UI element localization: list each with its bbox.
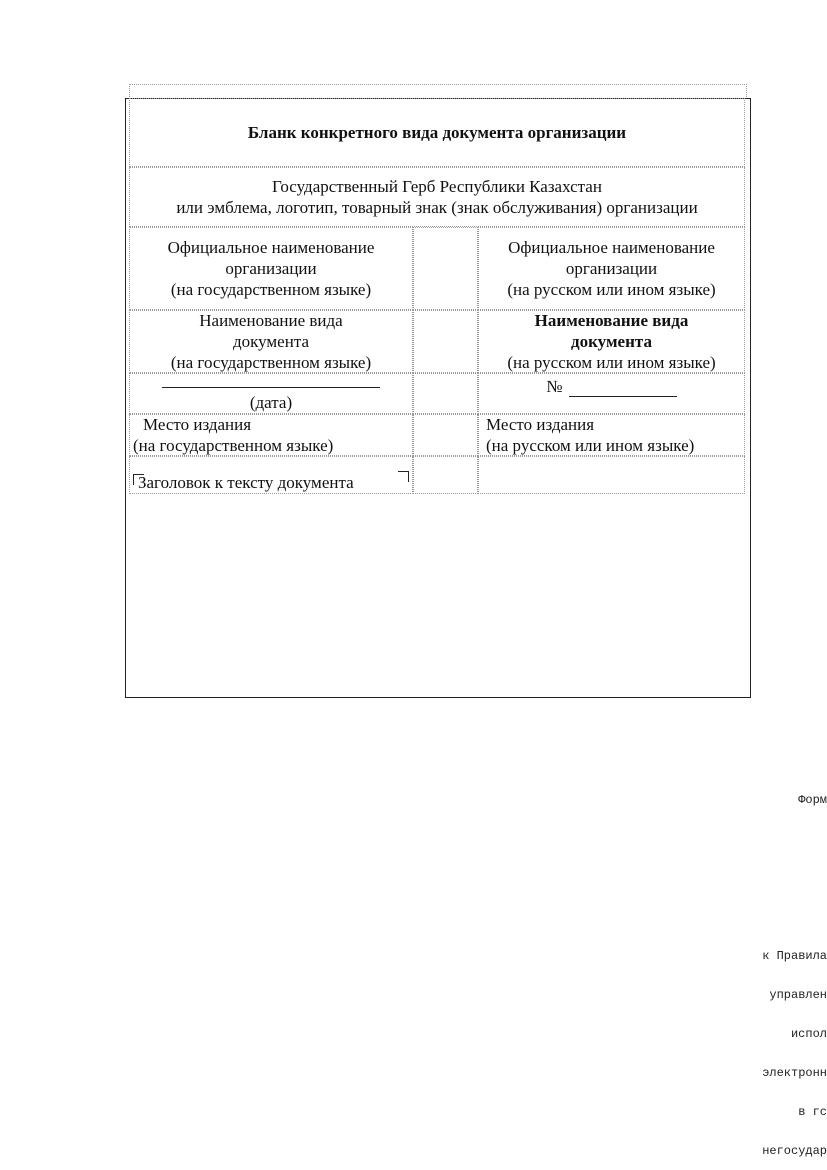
side-note-line: управлен (769, 988, 827, 1002)
date-underline (162, 376, 380, 388)
side-note-line (747, 911, 827, 924)
number-row (546, 376, 676, 397)
org-name-state-line-1: Официальное наименование (167, 238, 375, 257)
org-name-state-line-2: организации (225, 259, 317, 278)
place-ru-line-1: Место издания (486, 415, 595, 434)
side-note-line: к Правила (762, 949, 827, 963)
doc-type-ru-line-2: документа (571, 332, 652, 351)
org-name-state-line-3: (на государственном языке) (170, 280, 372, 299)
place-ru-line-2: (на русском или ином языке) (486, 436, 695, 455)
side-note-line (747, 833, 827, 846)
side-note-line: в гс (798, 1105, 827, 1119)
org-name-ru-cell (478, 227, 745, 310)
org-name-state-cell (129, 227, 413, 310)
form-title (129, 98, 745, 167)
place-state-line-2: (на государственном языке) (133, 436, 334, 455)
corner-mark-top-right (398, 471, 409, 482)
number-sign: № (546, 377, 563, 396)
emblem-line-1: Государственный Герб Республики Казахстан (272, 177, 602, 196)
spacer-cell (413, 373, 478, 414)
heading-cell (129, 456, 413, 494)
doc-type-ru-cell (478, 310, 745, 373)
doc-type-ru-line-1: Наименование вида (534, 311, 689, 330)
frame-top-strip (129, 84, 747, 99)
heading-label: Заголовок к тексту документа (138, 473, 354, 492)
place-state-line-1: Место издания (143, 415, 252, 434)
side-note (747, 768, 827, 1170)
date-cell (129, 373, 413, 414)
spacer-cell (413, 456, 478, 494)
spacer-cell (413, 414, 478, 456)
side-note-line: Форм (798, 793, 827, 807)
spacer-cell (413, 227, 478, 310)
org-name-ru-line-2: организации (565, 259, 658, 278)
doc-type-state-line-1: Наименование вида (199, 311, 343, 330)
form-title-text: Бланк конкретного вида документа организации (247, 123, 627, 142)
place-ru-cell (478, 414, 745, 456)
doc-type-state-line-3: (на государственном языке) (170, 353, 372, 372)
spacer-cell (413, 310, 478, 373)
number-cell (478, 373, 745, 414)
doc-type-state-cell (129, 310, 413, 373)
empty-cell (478, 456, 745, 494)
side-note-line: испол (790, 1027, 827, 1041)
emblem-line-2: или эмблема, логотип, товарный знак (знак обслуживания) организации (176, 198, 698, 217)
corner-mark-top-left (133, 474, 144, 485)
emblem-cell (129, 167, 745, 227)
org-name-ru-line-1: Официальное наименование (508, 238, 715, 257)
place-state-cell (129, 414, 413, 456)
number-underline (569, 382, 677, 397)
doc-type-ru-line-3: (на русском или ином языке) (507, 353, 716, 372)
side-note-line (747, 872, 827, 885)
org-name-ru-line-3: (на русском или ином языке) (507, 280, 716, 299)
side-note-line: электронн (762, 1066, 827, 1080)
doc-type-state-line-2: документа (232, 332, 310, 351)
date-label: (дата) (249, 393, 293, 412)
side-note-line: негосудар (762, 1144, 827, 1158)
